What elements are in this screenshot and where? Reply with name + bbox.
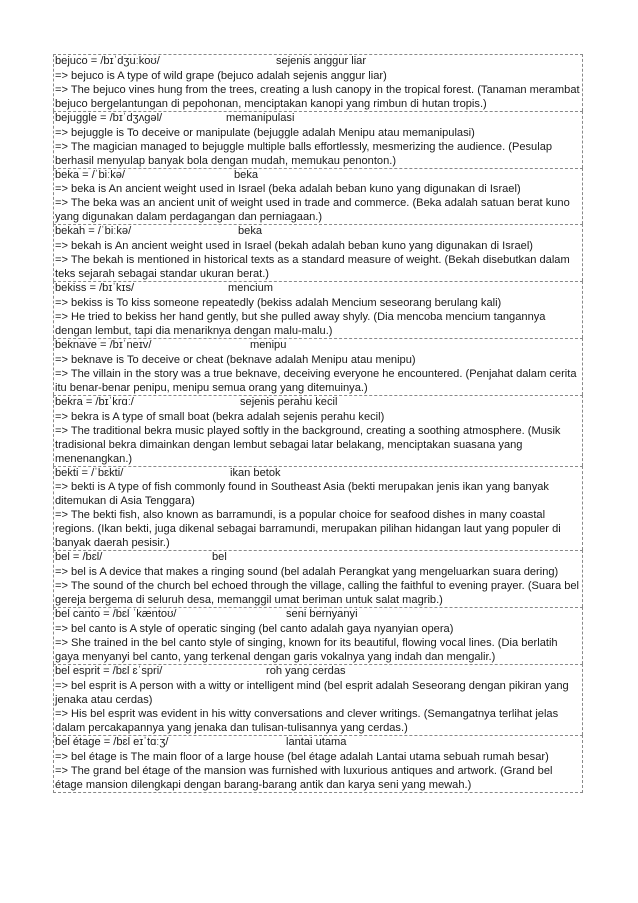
entry-header bbox=[55, 282, 581, 296]
definition: => bekah is An ancient weight used in Israel (bekah adalah beban kuno yang digunakan di Israel) bbox=[55, 240, 533, 253]
headword-pronunciation: bekti = /ˈbɛkti/ bbox=[55, 466, 124, 479]
entry-header bbox=[55, 467, 581, 481]
dictionary-entry bbox=[53, 168, 583, 225]
headword-pronunciation: bel esprit = /bɛl ɛˈspri/ bbox=[55, 664, 163, 677]
headword-pronunciation: beknave = /bɪˈneɪv/ bbox=[55, 338, 152, 351]
translation: roh yang cerdas bbox=[266, 664, 346, 677]
definition: => beknave is To deceive or cheat (beknave adalah Menipu atau menipu) bbox=[55, 353, 416, 366]
definition: => bejuco is A type of wild grape (bejuco adalah sejenis anggur liar) bbox=[55, 69, 387, 82]
dictionary-entry bbox=[53, 111, 583, 168]
translation: beka bbox=[234, 168, 259, 181]
dictionary-entry bbox=[53, 550, 583, 607]
definition: => bel étage is The main floor of a large house (bel étage adalah Lantai utama sebuah rumah besar) bbox=[55, 750, 549, 763]
example-sentence: => The villain in the story was a true beknave, deceiving everyone he encountered. (Penjahat dalam cerita itu benar-benar penipu, menipu semua orang yang ditemuinya.) bbox=[55, 367, 577, 394]
definition: => bekra is A type of small boat (bekra adalah sejenis perahu kecil) bbox=[55, 410, 385, 423]
example-sentence: => The sound of the church bel echoed through the village, calling the faithful to evening prayer. (Suara bel gereja bergema di seluruh desa, memanggil umat beriman untuk salat magrib.) bbox=[55, 580, 580, 607]
entry-header bbox=[55, 396, 581, 410]
definition: => bel is A device that makes a ringing sound (bel adalah Perangkat yang mengeluarkan suara dering) bbox=[55, 566, 559, 579]
example-sentence: => The traditional bekra music played softly in the background, creating a soothing atmosphere. (Musik tradisional bekra dimainkan dengan lembut sebagai latar belakang, menciptakan suasana yang menenangkan.) bbox=[55, 424, 561, 465]
headword-pronunciation: bejuggle = /bɪˈdʒʌɡəl/ bbox=[55, 111, 163, 124]
definition: => bekti is A type of fish commonly found in Southeast Asia (bekti merupakan jenis ikan yang banyak ditemukan di Asia Tenggara) bbox=[55, 481, 549, 508]
example-sentence: => He tried to bekiss her hand gently, but she pulled away shyly. (Dia mencoba mencium tangannya dengan lembut, tapi dia menariknya dengan malu-malu.) bbox=[55, 310, 546, 337]
dictionary-entry bbox=[53, 281, 583, 338]
translation: sejenis perahu kecil bbox=[240, 395, 338, 408]
headword-pronunciation: bel canto = /bɛl ˈkæntoʊ/ bbox=[55, 608, 177, 621]
translation: mencium bbox=[228, 282, 274, 295]
example-sentence: => The grand bel étage of the mansion was furnished with luxurious antiques and artwork. (Grand bel étage mansion dilengkapi dengan barang-barang antik dan karya seni yang mewah.) bbox=[55, 764, 553, 791]
example-sentence: => She trained in the bel canto style of singing, known for its beautiful, flowing vocal lines. (Dia berlatih gaya menyanyi bel canto, yang terkenal dengan garis vokalnya yang indah dan mengalir.) bbox=[55, 636, 558, 663]
dictionary-entry bbox=[53, 735, 583, 793]
entry-header bbox=[55, 736, 581, 750]
definition: => beka is An ancient weight used in Israel (beka adalah beban kuno yang digunakan di Israel) bbox=[55, 183, 521, 196]
example-sentence: => The magician managed to bejuggle multiple balls effortlessly, mesmerizing the audience. (Pesulap berhasil menyulap banyak bola dengan mudah, memukau penonton.) bbox=[55, 140, 553, 167]
entry-header bbox=[55, 608, 581, 622]
entry-header bbox=[55, 55, 581, 69]
translation: sejenis anggur liar bbox=[276, 55, 367, 67]
dictionary-entry bbox=[53, 395, 583, 466]
dictionary-entry bbox=[53, 54, 583, 111]
example-sentence: => The bejuco vines hung from the trees, creating a lush canopy in the tropical forest. (Tanaman merambat bejuco bergelantungan di pepohonan, menciptakan kanopi yang rimbun di hutan tropis.) bbox=[55, 83, 580, 110]
dictionary-entry bbox=[53, 607, 583, 664]
example-sentence: => The beka was an ancient unit of weight used in trade and commerce. (Beka adalah satuan berat kuno yang digunakan dalam perdagangan dan perniagaan.) bbox=[55, 197, 570, 224]
translation: menipu bbox=[250, 338, 287, 351]
headword-pronunciation: bel = /bɛl/ bbox=[55, 551, 103, 564]
translation: bel bbox=[212, 551, 227, 564]
definition: => bekiss is To kiss someone repeatedly (bekiss adalah Mencium seseorang berulang kali) bbox=[55, 296, 502, 309]
entry-header bbox=[55, 665, 581, 679]
entry-header bbox=[55, 112, 581, 126]
dictionary-entry bbox=[53, 224, 583, 281]
translation: beka bbox=[238, 225, 263, 238]
definition: => bel esprit is A person with a witty or intelligent mind (bel esprit adalah Seseorang dengan pikiran yang jenaka atau cerdas) bbox=[55, 679, 569, 706]
definition: => bel canto is A style of operatic singing (bel canto adalah gaya nyanyian opera) bbox=[55, 622, 454, 635]
translation: memanipulasi bbox=[226, 111, 295, 124]
dictionary-entry bbox=[53, 338, 583, 395]
headword-pronunciation: bekiss = /bɪˈkɪs/ bbox=[55, 282, 135, 295]
entry-header bbox=[55, 169, 581, 183]
headword-pronunciation: bekah = /ˈbiːkə/ bbox=[55, 225, 132, 238]
example-sentence: => His bel esprit was evident in his witty conversations and clever writings. (Semangatnya terlihat jelas dalam percakapannya yang jenaka dan tulisan-tulisannya yang cerdas.) bbox=[55, 707, 559, 734]
headword-pronunciation: bekra = /bɪˈkrɑː/ bbox=[55, 395, 134, 408]
dictionary-entry bbox=[53, 664, 583, 735]
translation: ikan betok bbox=[230, 466, 281, 479]
example-sentence: => The bekah is mentioned in historical texts as a standard measure of weight. (Bekah disebutkan dalam teks sejarah sebagai standar ukuran berat.) bbox=[55, 254, 570, 281]
definition: => bejuggle is To deceive or manipulate (bejuggle adalah Menipu atau memanipulasi) bbox=[55, 126, 475, 139]
entry-header bbox=[55, 551, 581, 565]
example-sentence: => The bekti fish, also known as barramundi, is a popular choice for seafood dishes in many coastal regions. (Ikan bekti, juga dikenal sebagai barramundi, merupakan pilihan hidangan laut yang populer di banyak daerah pesisir.) bbox=[55, 509, 561, 550]
headword-pronunciation: beka = /ˈbiːkə/ bbox=[55, 168, 125, 181]
headword-pronunciation: bejuco = /bɪˈdʒuːkoʊ/ bbox=[55, 55, 160, 67]
translation: lantai utama bbox=[286, 735, 347, 748]
headword-pronunciation: bel étage = /bɛl eɪˈtɑːʒ/ bbox=[55, 735, 169, 748]
entry-header bbox=[55, 339, 581, 353]
dictionary-entry bbox=[53, 466, 583, 551]
translation: seni bernyanyi bbox=[286, 608, 358, 621]
entry-header bbox=[55, 225, 581, 239]
dictionary-entries bbox=[53, 54, 583, 793]
